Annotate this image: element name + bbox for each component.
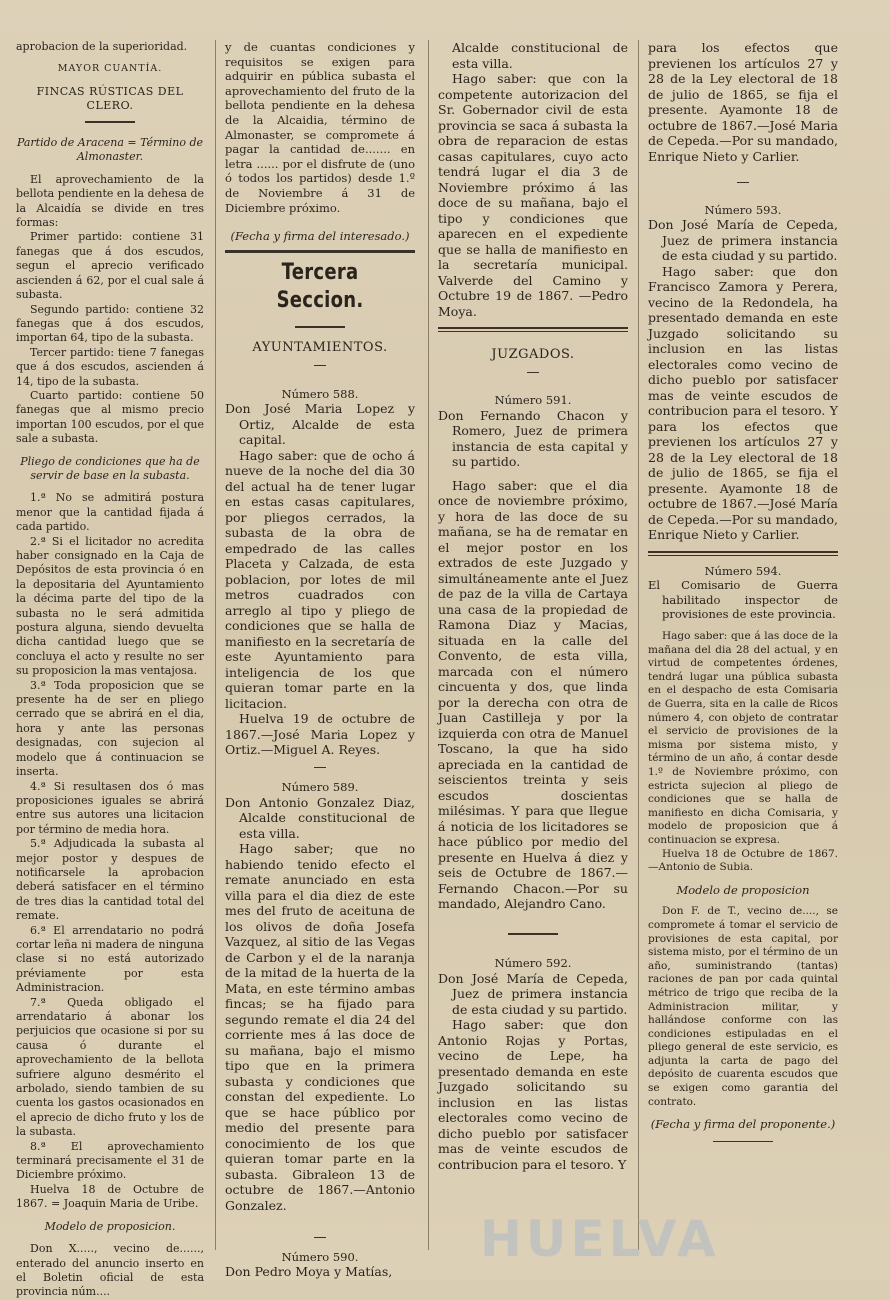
section-heading: AYUNTAMIENTOS. [252,340,388,356]
column-rule [215,40,216,1250]
notice-heading: Don José María de Cepeda, Juez de primera instancia de esta ciudad y su partido. [438,970,628,1017]
ornament-rule [438,928,628,943]
paragraph: Hago saber: que con la competente autorizacion del Sr. Gobernador civil de esta provincia se saca á subasta la obra de reparacion de estas casas capitulares, cuyo acto tendrá lugar el dia 3 de Noviembre próximo á las doce de su mañana, bajo el tipo y condiciones que aparecen en el expediente que se halla de manifiesto en la secretaría municipal. Valverde del Camino y Octubre 19 de 1867. —Pedro Moya. [438,71,628,319]
notice-number: Número 593. [704,202,782,217]
paragraph: Huelva 19 de octubre de 1867.—José Maria Lopez y Ortiz.—Miguel A. Reyes. [225,711,415,758]
paragraph: 8.ª El aprovechamiento terminará precisamente el 31 de Diciembre próximo. [16,1139,204,1182]
paragraph: 5.ª Adjudicada la subasta al mejor postor y despues de notificarsele la aprobacion deberá satisfacer en el término de tres dias la cantidad total del remate. [16,837,204,923]
paragraph: Segundo partido: contiene 32 fanegas que á dos escudos, importan 64, tipo de la subasta. [16,302,204,345]
paragraph: Hago saber: que de ocho á nueve de la noche del dia 30 del actual ha de tener lugar en estas casas capitulares, por pliegos cerrados, la subasta de la obra de empedrado de las calles Placeta y Calzada, de esta poblacion, por lotes de mil metros cuadrados con arreglo al tipo y pliego de condiciones que se halla de manifiesto en la secretaría de este Ayuntamiento para inteligencia de los que quieran tomar parte en la licitacion. [225,447,415,711]
paragraph: Primer partido: contiene 31 fanegas que á dos escudos, segun el aprecio verificado ascienden á 62, por el cual sale á subasta. [16,230,204,302]
paragraph: Cuarto partido: contiene 50 fanegas que al mismo precio importan 100 escudos, por el que sale a subasta. [16,388,204,446]
notice-heading: Don Pedro Moya y Matías, [225,1264,393,1280]
column-1 [16,40,204,1299]
section-heading: FINCAS RÚSTICAS DEL CLERO. [36,84,184,113]
paragraph: y de cuantas condiciones y requisitos se exigen para adquirir en pública subasta el aprovechamiento del fruto de la bellota pendiente en la dehesa de la Alcaidia, término de Almonaster, se compromete á pagar la cantidad de....... en letra ...... por el disfrute de (uno ó todos los partidos) desde 1.º de Noviembre á 31 de Diciembre próximo. [225,40,415,215]
section-rule [648,551,838,556]
notice-number: Número 591. [494,393,572,408]
notice-heading: Don José María de Cepeda, Juez de primera instancia de esta ciudad y su partido. [648,217,838,264]
ornament-rule [225,321,415,336]
watermark-logo: HUELVA [480,1210,720,1268]
notice-heading: Don Antonio Gonzalez Diaz, Alcalde constitucional de esta villa. [225,794,415,841]
notice-number: Número 588. [281,386,359,401]
column-rule [428,40,429,1250]
ornament-rule [16,116,204,130]
paragraph: 3.ª Toda proposicion que se presente ha de ser en pliego cerrado que se abrirá en el dia, hora y ante las personas designadas, con sujecion al modelo que á continuacion se inserta. [16,678,204,779]
column-rule [638,40,639,1250]
paragraph: 7.ª Queda obligado el arrendatario á abonar los perjuicios que ocasione si por su causa ó durante el aprovechamiento de la bellota sufriere alguno desmérito el arbolado, siendo tambien de su cuenta los gastos ocasionados en el aprecio de dicho fruto y los de la subasta. [16,995,204,1139]
notice-heading: Alcalde constitucional de esta villa. [452,40,628,71]
separator [225,1229,415,1244]
section-heading: MAYOR CUANTÍA. [57,63,163,75]
separator [648,1134,838,1149]
section-heading: JUZGADOS. [491,347,575,362]
notice-heading: El Comisario de Guerra habilitado inspector de provisiones de este provincia. [648,578,838,622]
notice-heading: Don Fernando Chacon y Romero, Juez de primera instancia de esta capital y su partido. [438,407,628,470]
signature-note: (Fecha y firma del proponente.) [650,1117,836,1132]
subheading: Partido de Aracena = Término de Almonaster. [16,136,204,164]
notice-number: Número 589. [281,780,359,795]
subheading: Modelo de proposicion. [44,1219,176,1233]
column-4 [648,40,838,1272]
separator [225,760,415,775]
paragraph: Don F. de T., vecino de...., se compromete á tomar el servicio de provisiones de esta capital, por sistema misto, por el término de un año, suministrando (tantas) raciones de pan por cada quintal métrico de trigo que reciba de la Administracion militar, y hallándose conforme con las condiciones estipuladas en el pliego general de este servicio, es adjunta la carta de pago del depósito de cuarenta escudos que se exigen como garantia del contrato. [648,905,838,1108]
section-rule [225,250,415,253]
subheading: Modelo de proposicion [676,882,810,897]
paragraph: para los efectos que previenen los artículos 27 y 28 de la Ley electoral de 18 de julio de 1865, se fija el presente. Ayamonte 18 de octubre de 1867.—José Maria de Cepeda.—Por su mandado, Enrique Nieto y Carlier. [648,40,838,164]
paragraph: 4.ª Si resultasen dos ó mas proposiciones iguales se abrirá entre sus autores una licitacion por término de media hora. [16,779,204,836]
paragraph: Don X....., vecino de......, enterado del anuncio inserto en el Boletin oficial de esta provincia núm.... [16,1242,204,1299]
paragraph: Hago saber; que no habiendo tenido efecto el remate anunciado en esta villa para el dia diez de este mes del fruto de aceituna de los olivos de doña Josefa Vazquez, al sitio de las Vegas de Carbon y el de la naranja de la mitad de la huerta de la Mata, en este término ambas fincas; se ha fijado para segundo remate el dia 24 del corriente mes á las doce de su mañana, bajo el mismo tipo que en la primera subasta y condiciones que constan del expediente. Lo que se hace público por medio del presente para conocimiento de los que quieran tomar parte en la subasta. Gibraleon 13 de octubre de 1867.—Antonio Gonzalez. [225,841,415,1213]
subheading: Pliego de condiciones que ha de servir de base en la subasta. [20,454,200,482]
paragraph: 6.ª El arrendatario no podrá cortar leña ni madera de ninguna clase si no está autorizado préviamente por esta Administracion. [16,923,204,995]
notice-heading: Don José Maria Lopez y Ortiz, Alcalde de esta capital. [225,401,415,448]
section-title: Tercera Seccion. [276,259,364,313]
separator [648,174,838,189]
paragraph: Hago saber: que don Francisco Zamora y Perera, vecino de la Redondela, ha presentado demanda en este Juzgado solicitando su inclusion en las listas electorales como vecino de dicho pueblo por satisfacer mas de veinte escudos de contribucion para el tesoro. Y para los efectos que previenen los artículos 27 y 28 de la Ley electoral de 18 de julio de 1865, se fija el presente. Ayamonte 18 de octubre de 1867.—José María de Cepeda.—Por su mandado, Enrique Nieto y Carlier. [648,263,838,543]
section-rule [438,327,628,332]
signature-note: (Fecha y firma del interesado.) [230,229,410,244]
paragraph: Hago saber: que don Antonio Rojas y Portas, vecino de Lepe, ha presentado demanda en este Juzgado solicitando su inclusion en las listas electorales como vecino de dicho pueblo por satisfacer mas de veinte escudos de contribucion para el tesoro. Y [438,1017,628,1172]
column-3 [438,40,628,1272]
paragraph: Hago saber: que á las doce de la mañana del dia 28 del actual, y en virtud de competentes órdenes, tendrá lugar una pública subasta en el despacho de esta Comisaria de Guerra, sita en la calle de Ricos número 4, con objeto de contratar el servicio de provisiones de la misma por sistema misto, y término de un año, á contar desde 1.º de Noviembre próximo, con estricta sujecion al pliego de condiciones que se halla de manifiesto en dicha Comisaria, y modelo de proposicion que á continuacion se expresa. [648,630,838,846]
notice-number: Número 594. [704,563,782,578]
paragraph: Huelva 18 de Octubre de 1867. —Antonio de Subia. [648,847,838,874]
paragraph: Tercer partido: tiene 7 fanegas que á dos escudos, ascienden á 14, tipo de la subasta. [16,345,204,388]
paragraph: Huelva 18 de Octubre de 1867. = Joaquin Maria de Uribe. [16,1182,204,1211]
notice-number: Número 592. [494,956,572,971]
separator [225,358,415,373]
paragraph: 2.ª Si el licitador no acredita haber consignado en la Caja de Depósitos de esta provincia ó en la depositaria del Ayuntamiento la décima parte del tipo de la subasta no le será admitida postura alguna, siendo devuelta dicha cantidad luego que se concluya el acto y resulte no ser su proposicion la mas ventajosa. [16,534,204,678]
paragraph: El aprovechamiento de la bellota pendiente en la dehesa de la Alcaidía se divide en tres formas: [16,172,204,230]
paragraph: Hago saber: que el dia once de noviembre próximo, y hora de las doce de su mañana, se ha de rematar en el mejor postor en los extrados de este Juzgado y simultáneamente ante el Juez de paz de la villa de Cartaya una casa de la propiedad de Ramona Diaz y Macias, situada en la calle del Convento, de esta villa, marcada con el número cincuenta y dos, que linda por la derecha con otra de Juan Castilleja y por la izquierda con otra de Manuel Toscano, la que ha sido apreciada en la cantidad de seiscientos treinta y seis escudos doscientas milésimas. Y para que llegue á noticia de los licitadores se hace público por medio del presente en Huelva á diez y seis de Octubre de 1867.—Fernando Chacon.—Por su mandado, Alejandro Cano. [438,477,628,912]
column-2 [225,40,415,1280]
notice-number: Número 590. [281,1249,359,1264]
separator [438,365,628,380]
text-line: aprobacion de la superioridad. [16,40,188,53]
paragraph: 1.ª No se admitirá postura menor que la cantidad fijada á cada partido. [16,491,204,534]
